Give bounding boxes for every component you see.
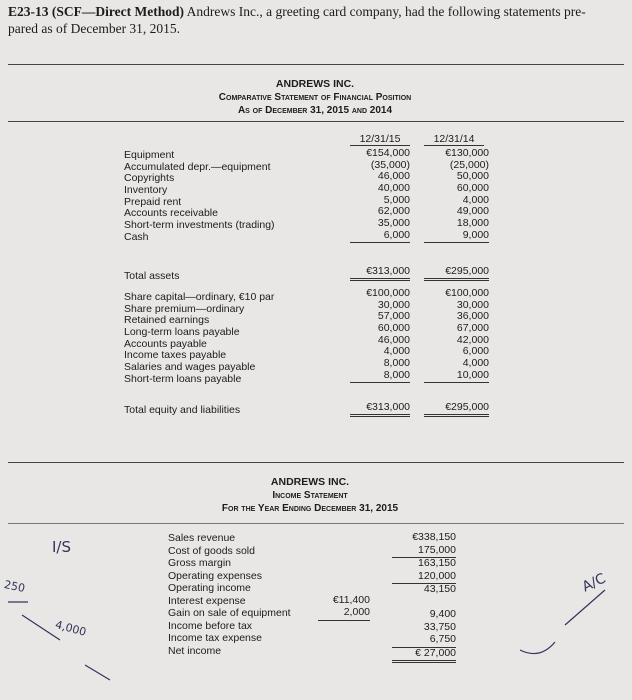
cell-v2: 10,000 [424, 370, 489, 383]
assets-values-2014 [424, 148, 489, 243]
cell-label: Income taxes payable [124, 349, 227, 362]
cell-v1: 5,000 [383, 193, 410, 206]
cell-label: Cash [124, 230, 149, 243]
cell-outer: 120,000 [392, 571, 456, 585]
total-equity-2015: €313,000 [350, 402, 410, 417]
total-assets-2014: €295,000 [424, 266, 489, 281]
cell-v1: 46,000 [377, 333, 410, 346]
handwritten-marks [0, 530, 632, 700]
pen-mark [22, 615, 60, 640]
is-company: ANDREWS INC. [270, 476, 350, 488]
cell-v2: 60,000 [456, 182, 489, 195]
cell-outer: 43,150 [423, 583, 456, 595]
cell-label: Operating expenses [168, 569, 262, 582]
cell-v2: 50,000 [456, 170, 489, 183]
cell-outer: € 27,000 [392, 648, 456, 664]
equity-labels [124, 292, 354, 386]
cell-outer: 175,000 [392, 545, 456, 559]
total-equity-label: Total equity and liabilities [124, 404, 241, 416]
cell-inner: €11,400 [332, 593, 370, 606]
pen-mark [565, 590, 605, 625]
cell-label: Salaries and wages payable [124, 361, 256, 374]
is-title: Income Statement [272, 490, 348, 501]
total-assets-2015: €313,000 [350, 266, 410, 281]
cell-v1: 8,000 [383, 357, 410, 370]
cell-label: Operating income [168, 582, 251, 594]
cell-label: Income before tax [168, 619, 253, 632]
is-date: For the Year Ending December 31, 2015 [221, 503, 399, 514]
cell-v1: 57,000 [377, 310, 410, 323]
cell-label: Inventory [124, 184, 168, 197]
cell-label: Share premium—ordinary [124, 302, 245, 315]
cell-v1: 62,000 [377, 205, 410, 218]
cell-v1: 4,000 [383, 345, 410, 358]
problem-statement [8, 3, 620, 37]
cell-v2: 49,000 [456, 205, 489, 218]
bs-title: Comparative Statement of Financial Position [218, 92, 412, 103]
cell-v1: 8,000 [350, 370, 410, 383]
assets-values-2015 [350, 148, 410, 243]
divider [8, 64, 624, 65]
handwritten-note: A/C [579, 570, 609, 596]
equity-values-2014 [424, 288, 489, 383]
cell-v1: 6,000 [350, 230, 410, 243]
bs-date: As of December 31, 2015 and 2014 [237, 105, 393, 116]
cell-v2: (25,000) [449, 158, 489, 171]
assets-labels [124, 150, 344, 244]
cell-v1: €154,000 [366, 147, 410, 159]
balance-sheet-heading [150, 78, 480, 117]
cell-label: Copyrights [124, 172, 175, 185]
cell-label: Gain on sale of equipment [168, 607, 291, 619]
handwritten-note: I/S [52, 538, 71, 556]
handwritten-note: 250 [2, 577, 27, 596]
cell-v2: €100,000 [445, 287, 489, 299]
column-header-2015: 12/31/15 [350, 133, 410, 146]
cell-v2: €130,000 [445, 147, 489, 159]
income-statement-heading [160, 476, 460, 515]
cell-label: Income tax expense [168, 632, 262, 644]
cell-v1: 30,000 [377, 298, 410, 311]
cell-label: Short-term investments (trading) [124, 219, 275, 232]
cell-inner: 2,000 [318, 607, 370, 621]
divider [8, 523, 624, 524]
cell-label: Short-term loans payable [124, 372, 242, 385]
cell-label: Accounts receivable [124, 207, 218, 220]
handwritten-note: 4,000 [53, 618, 88, 639]
cell-v2: 4,000 [462, 193, 489, 206]
cell-v2: 30,000 [456, 298, 489, 311]
problem-tag: (SCF—Direct Method) [51, 4, 184, 19]
cell-v1: €100,000 [366, 287, 410, 299]
pen-mark [85, 665, 110, 680]
cell-v2: 9,000 [424, 230, 489, 243]
total-assets-label: Total assets [124, 270, 180, 282]
cell-v1: 40,000 [377, 182, 410, 195]
cell-label: Gross margin [168, 557, 232, 569]
cell-v1: 46,000 [377, 170, 410, 183]
cell-label: Sales revenue [168, 532, 236, 544]
cell-v2: 42,000 [456, 333, 489, 346]
cell-label: Accumulated depr.—equipment [124, 160, 271, 173]
column-header-2014: 12/31/14 [424, 133, 484, 146]
cell-v2: 36,000 [456, 310, 489, 323]
cell-label: Net income [168, 644, 222, 657]
cell-label: Retained earnings [124, 314, 210, 327]
cell-label: Prepaid rent [124, 195, 182, 208]
cell-label: Cost of goods sold [168, 544, 255, 557]
divider [8, 121, 624, 122]
cell-v1: (35,000) [370, 158, 410, 171]
bs-company: ANDREWS INC. [275, 78, 355, 90]
problem-text-line2: pared as of December 31, 2015. [8, 21, 181, 36]
cell-outer: €338,150 [412, 531, 456, 543]
cell-v1: 60,000 [377, 322, 410, 335]
problem-text-line1: Andrews Inc., a greeting card company, had the following statements pre- [186, 4, 586, 19]
cell-outer: 163,150 [418, 557, 456, 569]
cell-v2: 67,000 [456, 322, 489, 335]
cell-label: Interest expense [168, 594, 246, 607]
cell-outer: 6,750 [392, 634, 456, 648]
cell-outer: 33,750 [423, 620, 456, 633]
problem-id: E23-13 [8, 4, 49, 19]
total-equity-2014: €295,000 [424, 402, 489, 417]
cell-v2: 6,000 [462, 345, 489, 358]
cell-v2: 18,000 [456, 217, 489, 230]
cell-label: Accounts payable [124, 337, 207, 350]
cell-v1: 35,000 [377, 217, 410, 230]
pen-mark [520, 642, 555, 654]
divider [8, 462, 624, 463]
cell-label: Long-term loans payable [124, 326, 240, 339]
cell-v2: 4,000 [462, 357, 489, 370]
cell-label: Equipment [124, 149, 175, 161]
equity-values-2015 [350, 288, 410, 383]
cell-label: Share capital—ordinary, €10 par [124, 291, 275, 303]
cell-outer: 9,400 [429, 608, 456, 620]
